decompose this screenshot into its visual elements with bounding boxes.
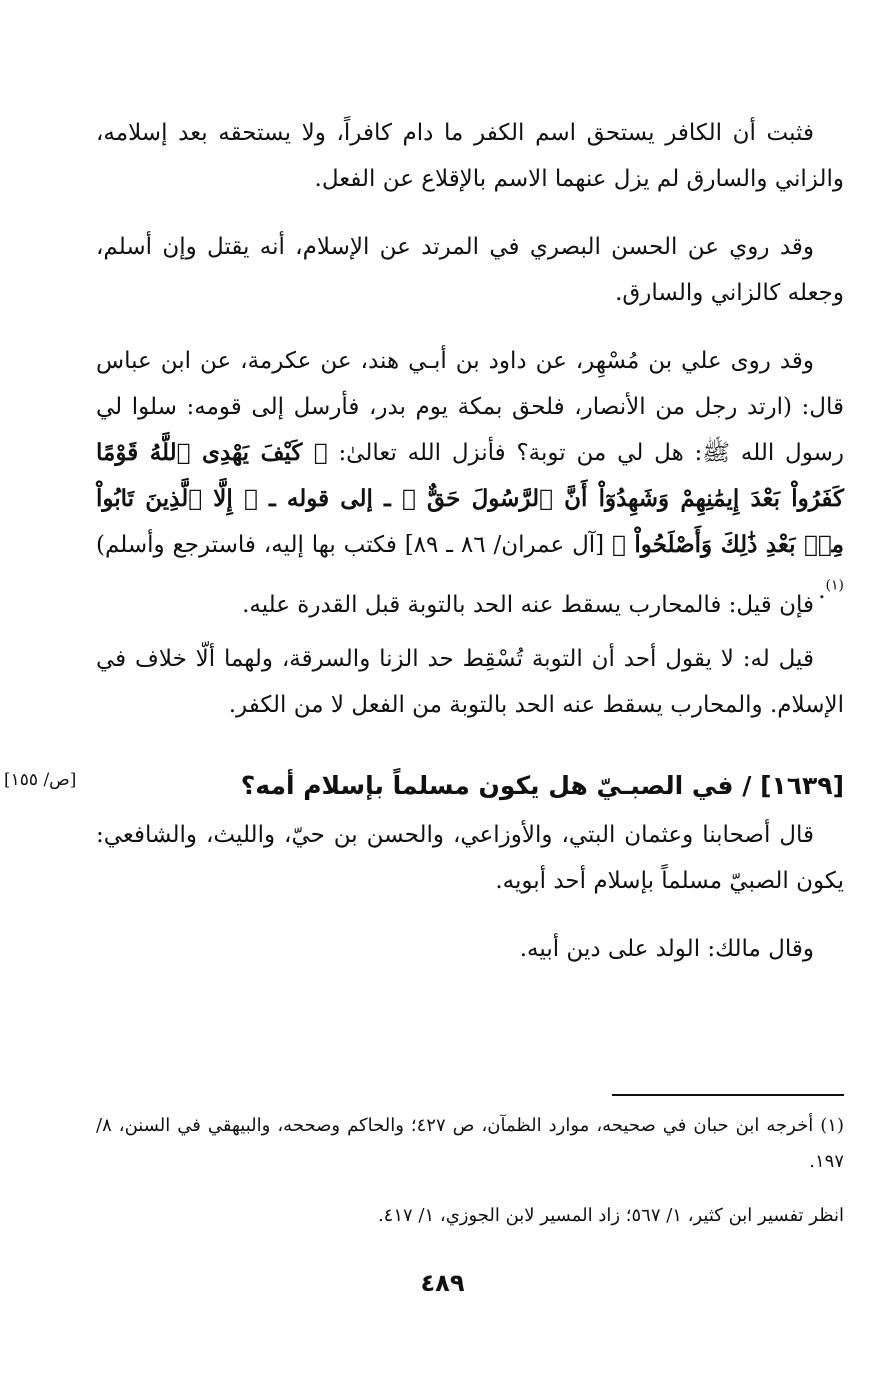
- page-number: ٤٨٩: [420, 1269, 465, 1297]
- paragraph-3: [96, 338, 844, 614]
- paragraph-6: قال أصحابنا وعثمان البتي، والأوزاعي، والحسن بن حيّ، والليث، والشافعي: يكون الصبيّ مسلماً بإسلام أحد أبويه.: [96, 822, 844, 894]
- paragraph-4: فإن قيل: فالمحارب يسقط عنه الحد بالتوبة قبل القدرة عليه.: [242, 592, 814, 618]
- paragraph-3-text: وقد روى علي بن مُسْهِر، عن داود بن أبـي هند، عن عكرمة، عن ابن عباس قال: (ارتد رجل من الأنصار، فلحق بمكة يوم بدر، فأرسل إلى قومه: سلوا لي رسول الله ﷺ: هل لي من توبة؟ فأنزل الله تعالىٰ:: [96, 348, 845, 466]
- footnote-2: انظر تفسير ابن كثير، ١/ ٥٦٧؛ زاد المسير لابن الجوزي، ١/ ٤١٧.: [377, 1205, 844, 1226]
- paragraph-1: فثبت أن الكافر يستحق اسم الكفر ما دام كافراً، ولا يستحقه بعد إسلامه، والزاني والسارق لم يزل عنهما الاسم بالإقلاع عن الفعل.: [96, 120, 844, 192]
- quran-verse: ﴿ كَيْفَ يَهْدِى ٱللَّهُ قَوْمًا كَفَرُواْ بَعْدَ إِيمَٰنِهِمْ وَشَهِدُوٓاْ أَنَّ ٱلرَّسُولَ حَقٌّ ﴾ ـ إلى قوله ـ ﴿ إِلَّا ٱلَّذِينَ تَابُواْ مِنۢ بَعْدِ ذَٰلِكَ وَأَصْلَحُواْ ﴾: [96, 439, 844, 558]
- paragraph-7: وقال مالك: الولد على دين أبيه.: [519, 936, 814, 962]
- paragraph-2: وقد روي عن الحسن البصري في المرتد عن الإسلام، أنه يقتل وإن أسلم، وجعله كالزاني والسارق.: [96, 234, 844, 306]
- footnote-1: (١) أخرجه ابن حبان في صحيحه، موارد الظمآن، ص ٤٢٧؛ والحاكم وصححه، والبيهقي في السنن، ٨/ ١٩٧.: [96, 1115, 844, 1172]
- footnote-divider: [612, 1094, 844, 1096]
- paragraph-3-end-dot: .: [818, 578, 826, 604]
- paragraph-3-citation: [آل عمران/ ٨٦ ـ ٨٩] فكتب بها إليه، فاسترجع وأسلم): [96, 532, 605, 558]
- section-heading: [١٦٣٩] / في الصبـيّ هل يكون مسلماً بإسلام أمه؟: [240, 771, 844, 800]
- footnote-marker: (١): [825, 577, 844, 594]
- paragraph-5: قيل له: لا يقول أحد أن التوبة تُسْقِط حد الزنا والسرقة، ولهما ألّا خلاف في الإسلام. والمحارب يسقط عنه الحد بالتوبة من الفعل لا من الكفر.: [96, 646, 844, 718]
- page-reference: [ص/ ١٥٥]: [4, 770, 77, 790]
